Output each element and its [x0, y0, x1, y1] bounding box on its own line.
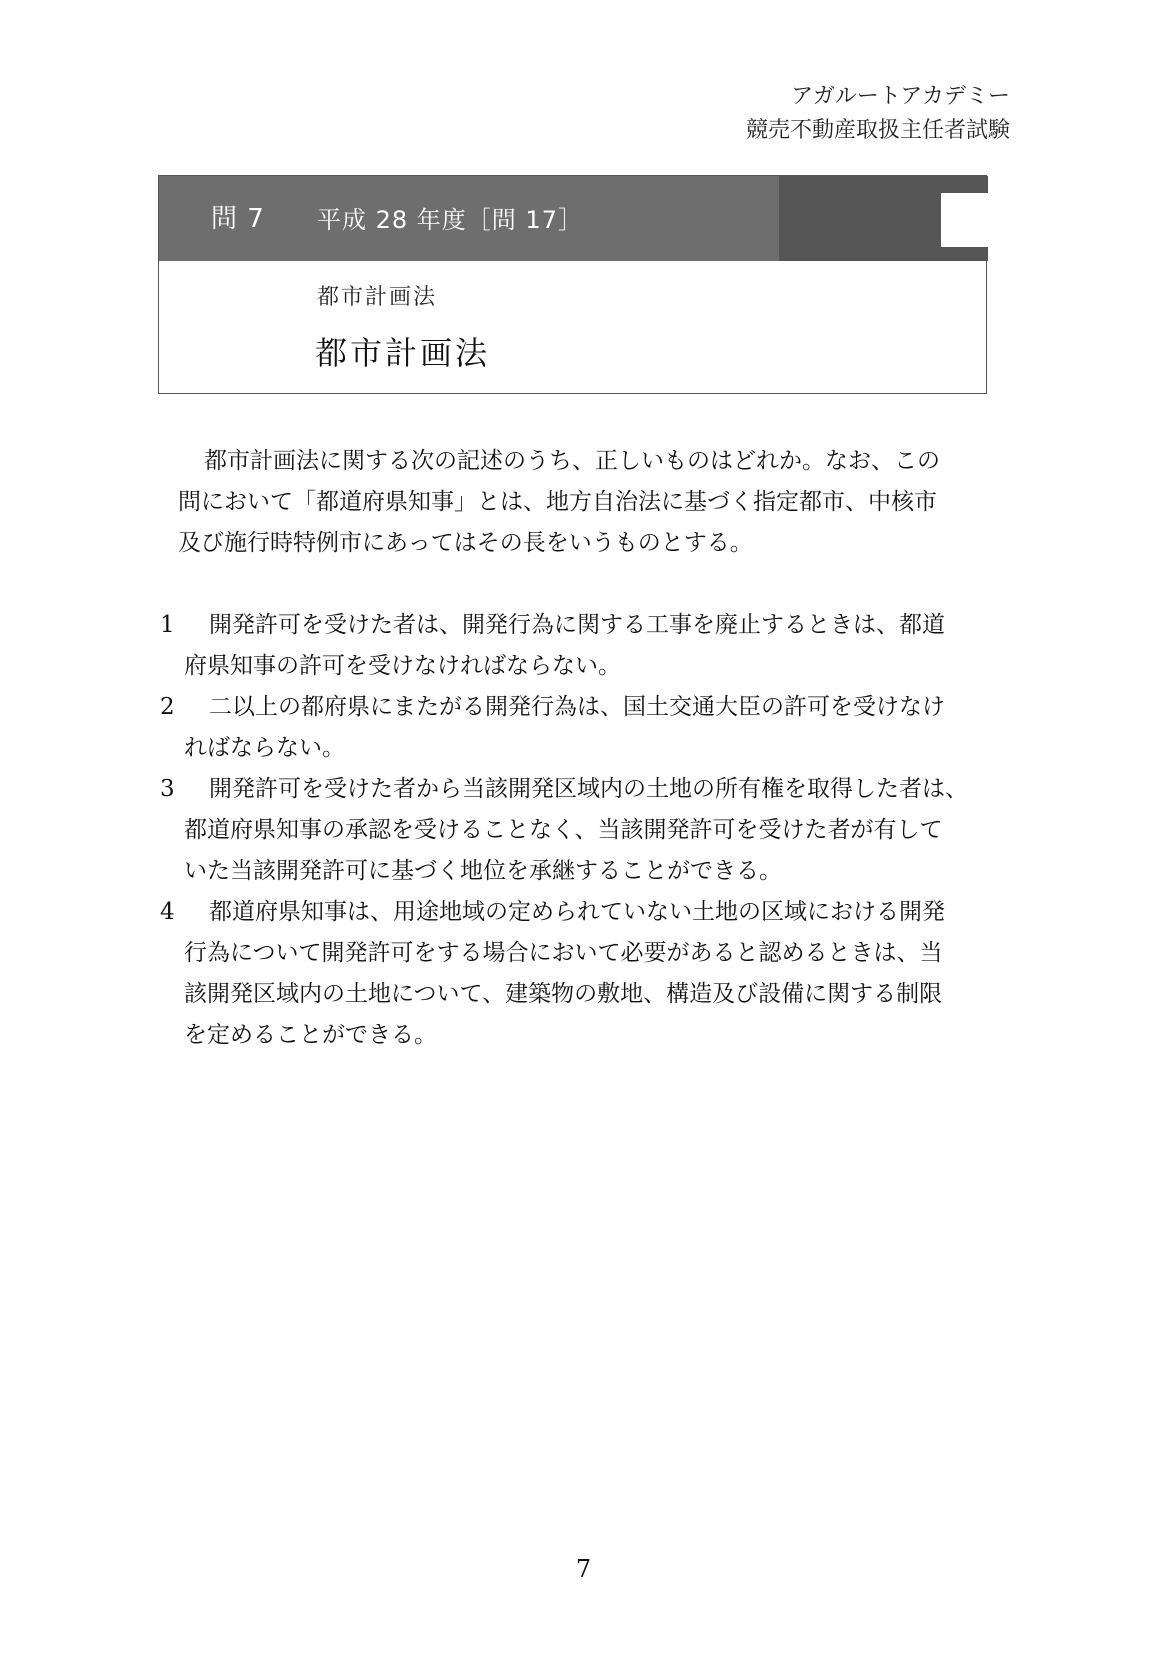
question-source: 平成 28 年度［問 17］	[317, 206, 583, 234]
question-header-bar	[159, 176, 986, 261]
checkbox-group	[779, 176, 988, 261]
choice-text-line: 行為について開発許可をする場合において必要があると認めるときは、当	[184, 940, 943, 966]
choice-text-line: いた当該開発許可に基づく地位を承継することができる。	[184, 858, 782, 884]
choice-text-line: 二以上の都府県にまたがる開発行為は、国土交通大臣の許可を受けなけ	[209, 694, 945, 720]
page-header	[746, 80, 1010, 148]
choice-text-line: 開発許可を受けた者から当該開発区域内の土地の所有権を取得した者は、	[209, 776, 968, 802]
answer-choices	[160, 605, 1020, 1056]
choice-1	[160, 605, 1020, 687]
choice-text-line: ればならない。	[184, 735, 345, 761]
choice-text-line: を定めることができる。	[184, 1022, 437, 1048]
page-number: 7	[575, 1555, 592, 1583]
check-box-3	[1075, 193, 1129, 247]
choice-text-line: 都道府県知事の承認を受けることなく、当該開発許可を受けた者が有して	[184, 817, 943, 843]
question-box	[158, 175, 987, 394]
choice-number: 1	[160, 612, 175, 638]
choice-number: 3	[160, 776, 175, 802]
publisher-name: アガルートアカデミー	[791, 84, 1010, 109]
stem-line: 問において「都道府県知事」とは、地方自治法に基づく指定都市、中核市	[178, 489, 937, 515]
choice-text-line: 府県知事の許可を受けなければならない。	[184, 653, 621, 679]
category-title: 都市計画法	[315, 334, 491, 372]
question-stem	[178, 441, 1018, 564]
choice-number: 4	[160, 899, 175, 925]
choice-text-line: 開発許可を受けた者は、開発行為に関する工事を廃止するときは、都道	[209, 612, 945, 638]
choice-text-line: 都道府県知事は、用途地域の定められていない土地の区域における開発	[209, 899, 945, 925]
check-box-2	[1008, 193, 1062, 247]
choice-4	[160, 892, 1020, 1056]
question-number: 問 7	[211, 204, 265, 234]
choice-text-line: 該開発区域内の土地について、建築物の敷地、構造及び設備に関する制限	[184, 981, 943, 1007]
stem-line: 及び施行時特例市にあってはその長をいうものとする。	[178, 530, 753, 556]
check-box-1	[941, 193, 995, 247]
stem-line: 都市計画法に関する次の記述のうち、正しいものはどれか。なお、この	[204, 448, 940, 474]
choice-2	[160, 687, 1020, 769]
choice-3	[160, 769, 1020, 892]
exam-name: 競売不動産取扱主任者試験	[745, 118, 1010, 143]
choice-number: 2	[160, 694, 175, 720]
category-subtitle: 都市計画法	[317, 285, 438, 310]
